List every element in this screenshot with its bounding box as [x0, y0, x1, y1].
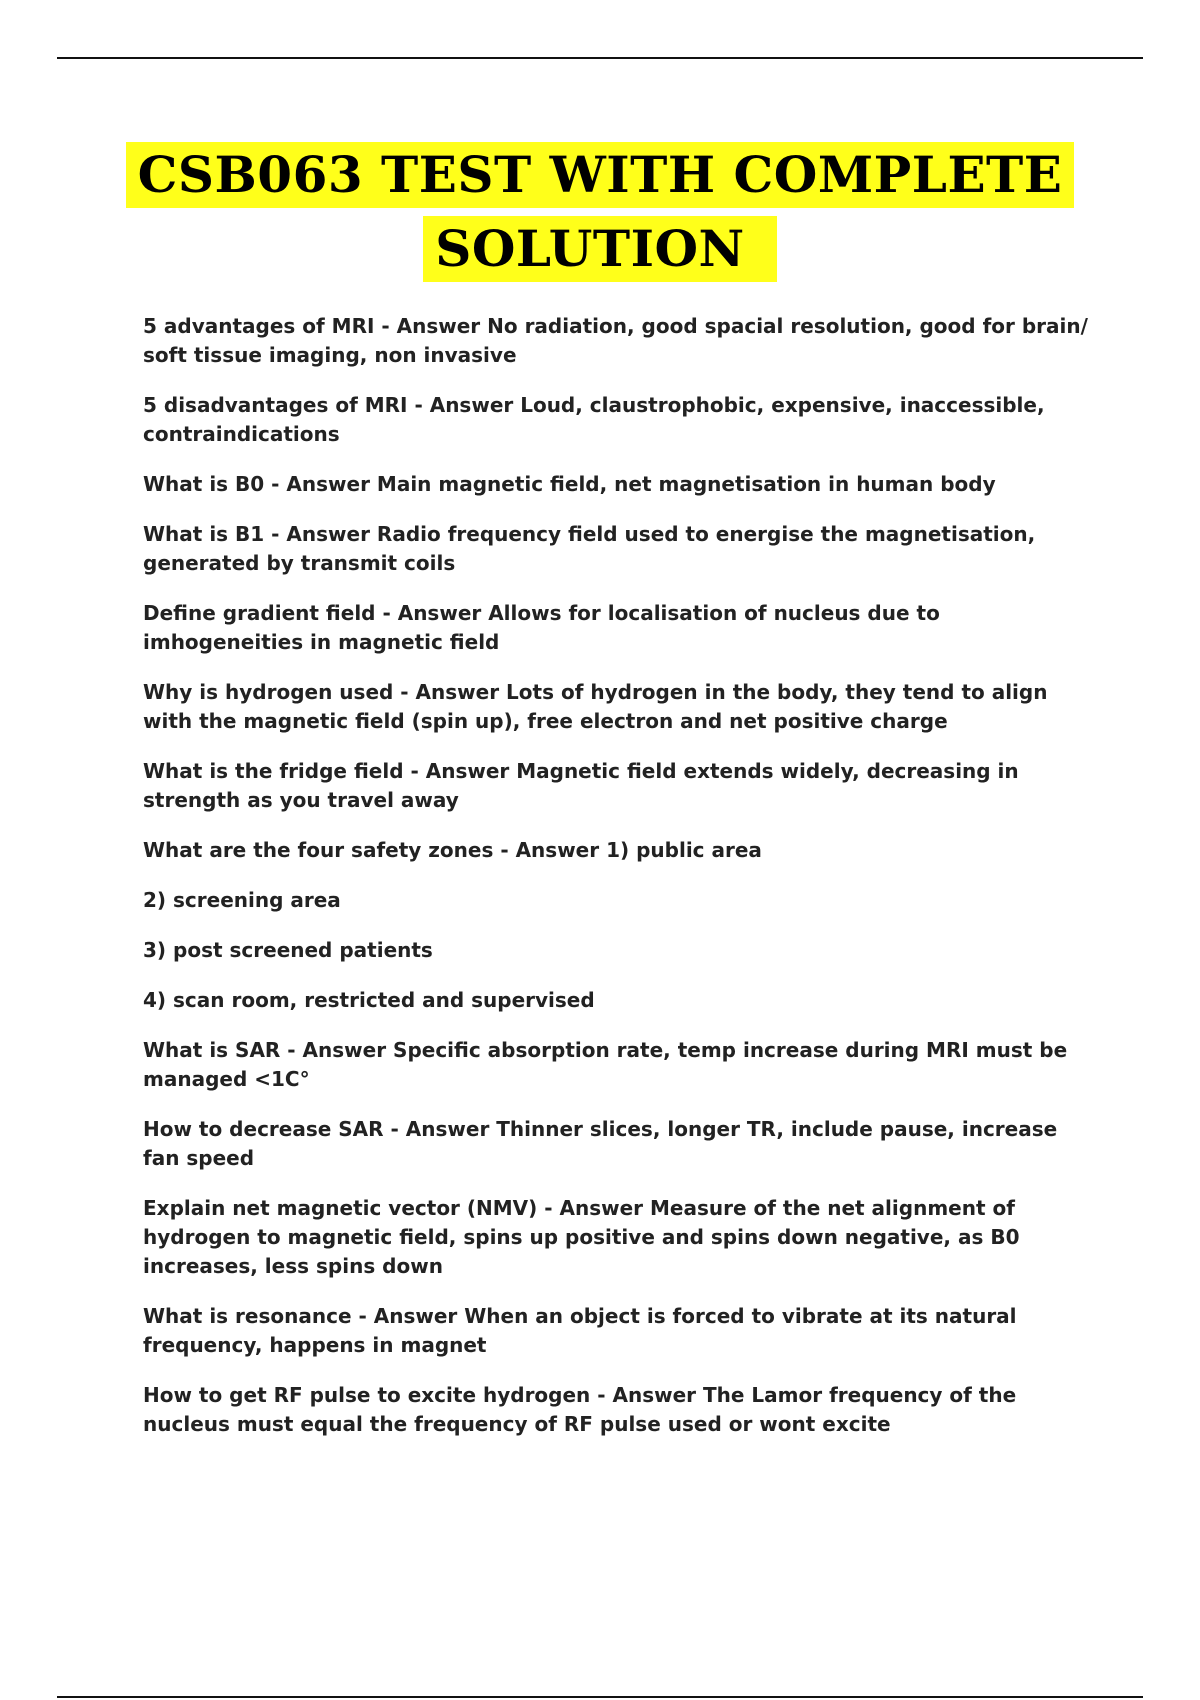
- qa-list: [143, 312, 1093, 1460]
- qa-item: Define gradient field - Answer Allows for localisation of nucleus due to imhogeneities in magnetic field: [143, 601, 940, 654]
- qa-item: 2) screening area: [143, 888, 341, 912]
- header-rule: [57, 57, 1143, 59]
- qa-item: What is B1 - Answer Radio frequency field used to energise the magnetisation, generated by transmit coils: [143, 522, 1036, 575]
- qa-item: What is the fridge field - Answer Magnetic field extends widely, decreasing in strength as you travel away: [143, 759, 1019, 812]
- qa-item: How to get RF pulse to excite hydrogen - Answer The Lamor frequency of the nucleus must equal the frequency of RF pulse used or wont excite: [143, 1383, 1017, 1436]
- qa-item: 5 advantages of MRI - Answer No radiation, good spacial resolution, good for brain/ soft tissue imaging, non invasive: [143, 314, 1088, 367]
- footer-rule: [57, 1696, 1143, 1698]
- qa-item: 4) scan room, restricted and supervised: [143, 988, 595, 1012]
- title-line-2: SOLUTION: [423, 216, 777, 282]
- qa-item: Why is hydrogen used - Answer Lots of hydrogen in the body, they tend to align with the magnetic field (spin up), free electron and net positive charge: [143, 680, 1048, 733]
- qa-item: 5 disadvantages of MRI - Answer Loud, claustrophobic, expensive, inaccessible, contraindications: [143, 393, 1045, 446]
- title-line-1: CSB063 TEST WITH COMPLETE: [126, 142, 1075, 208]
- qa-item: What is resonance - Answer When an object is forced to vibrate at its natural frequency, happens in magnet: [143, 1304, 1017, 1357]
- qa-item: What are the four safety zones - Answer 1) public area: [143, 838, 762, 862]
- qa-item: How to decrease SAR - Answer Thinner slices, longer TR, include pause, increase fan speed: [143, 1117, 1058, 1170]
- document-title: [0, 142, 1200, 282]
- qa-item: Explain net magnetic vector (NMV) - Answer Measure of the net alignment of hydrogen to magnetic field, spins up positive and spins down negative, as B0 increases, less spins down: [143, 1196, 1020, 1278]
- qa-item: 3) post screened patients: [143, 938, 433, 962]
- qa-item: What is B0 - Answer Main magnetic field, net magnetisation in human body: [143, 472, 996, 496]
- qa-item: What is SAR - Answer Specific absorption rate, temp increase during MRI must be managed <1C°: [143, 1038, 1068, 1091]
